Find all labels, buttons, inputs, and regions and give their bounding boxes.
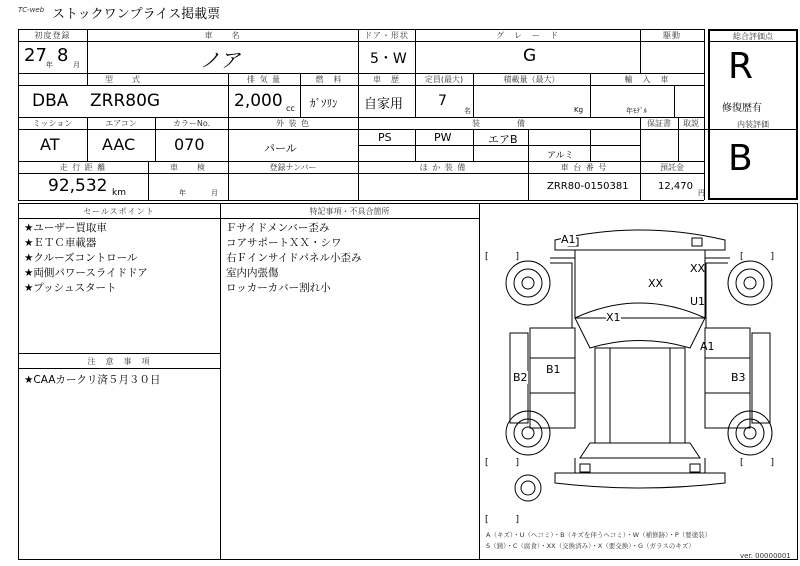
label-first-registration: 初度登録 <box>34 31 71 40</box>
version-label: ver. 00000001 <box>740 552 791 560</box>
list-item: ★ＥＴＣ車載器 <box>24 237 97 249</box>
grade: G <box>523 46 537 66</box>
list-item: 右Ｆインサイドパネル小歪み <box>226 252 362 264</box>
interior-score: B <box>728 138 753 179</box>
chassis-number: ZRR80-0150381 <box>547 181 629 192</box>
label-door-shape: ドア・形状 <box>364 31 409 40</box>
label-drive: 駆動 <box>663 31 681 40</box>
mark-xx-left: XX <box>648 277 664 290</box>
list-item: ★ユーザー買取車 <box>24 222 107 234</box>
label-model: 型 式 <box>105 75 141 84</box>
label-load: 積載量（最大） <box>503 75 560 84</box>
label-equipment: 装 備 <box>472 119 526 128</box>
bracket-bottom-left: [ ] <box>485 515 520 525</box>
import-note: 年ﾓﾃﾞﾙ <box>626 107 647 115</box>
list-item: ★CAAカークリ済５月３０日 <box>24 374 161 386</box>
equipment-3: エアB <box>488 133 518 146</box>
label-manual: 取説 <box>683 119 699 128</box>
list-item: コアサポートＸＸ・シワ <box>226 237 342 249</box>
label-mileage: 走 行 距 離 <box>59 163 107 172</box>
label-plate: 登録ナンバー <box>269 163 317 172</box>
bracket-right-bottom: [ ] <box>740 458 775 468</box>
label-overall-score: 総合評価点 <box>733 32 773 41</box>
aircon: AAC <box>102 135 136 154</box>
label-inspection: 車 検 <box>170 163 206 172</box>
color-no: 070 <box>174 135 205 154</box>
car-name: ノア <box>200 48 240 72</box>
list-item: ★プッシュスタート <box>24 282 117 294</box>
load-unit: Kg <box>574 106 584 114</box>
label-deposit: 預託金 <box>660 163 684 172</box>
cautions-list <box>24 373 160 388</box>
mark-b1: B1 <box>546 363 561 376</box>
model: ZRR80G <box>90 91 161 111</box>
label-notes: 特記事項・不具合箇所 <box>309 207 390 216</box>
inspection-year-unit: 年 <box>179 189 186 197</box>
door-shape: 5・W <box>370 51 407 67</box>
displacement: 2,000 <box>234 91 283 111</box>
label-car-name: 車 名 <box>204 31 241 40</box>
label-displacement: 排 気 量 <box>246 75 282 84</box>
mark-x1: X1 <box>606 311 621 324</box>
month-unit: 月 <box>73 61 80 69</box>
fuel: ｶﾞｿﾘﾝ <box>310 97 338 110</box>
notes-list <box>226 221 362 296</box>
label-ext-color: 外 装 色 <box>275 119 311 128</box>
repair-history: 修復歴有 <box>722 103 762 114</box>
deposit-unit: 円 <box>698 189 705 197</box>
deposit: 12,470 <box>658 181 693 192</box>
label-history: 車 歴 <box>373 75 400 84</box>
first-reg-month: 8 <box>57 45 69 66</box>
list-item: ★両側パワースライドドア <box>24 267 148 279</box>
label-cautions: 注 意 事 項 <box>87 357 151 366</box>
list-item: 室内内張傷 <box>226 267 279 279</box>
label-fuel: 燃 料 <box>315 75 343 84</box>
first-reg-year: 27 <box>24 45 47 66</box>
label-sales-points: セールスポイント <box>83 207 155 216</box>
mark-b2: B2 <box>513 371 528 384</box>
label-other-equip: ほ か 装 備 <box>419 163 467 172</box>
legend-line-2: S（錆）・C（腐食）・XX（交換済み）・X（要交換）・G（ガラスのキズ） <box>486 542 695 550</box>
mark-xx-right: XX <box>690 262 706 275</box>
mission: AT <box>40 135 60 154</box>
list-item: Ｆサイドメンバー歪み <box>226 222 330 234</box>
list-item: ロッカーカバー割れ小 <box>226 282 331 294</box>
inspection-month-unit: 月 <box>211 189 218 197</box>
bracket-left-bottom: [ ] <box>485 458 520 468</box>
capacity: 7 <box>438 93 447 109</box>
sales-points-list <box>24 221 148 296</box>
mileage: 92,532 <box>48 176 108 196</box>
bracket-right-top: [ ] <box>740 252 775 262</box>
history: 自家用 <box>364 97 404 112</box>
list-item: ★クルーズコントロール <box>24 252 138 264</box>
model-prefix: DBA <box>32 91 69 111</box>
year-unit: 年 <box>46 61 53 69</box>
equipment-2: PW <box>434 131 452 144</box>
page-title: ストックワンプライス掲載票 <box>52 7 221 22</box>
bracket-left-top: [ ] <box>485 252 520 262</box>
label-interior: 内装評価 <box>737 120 769 129</box>
capacity-unit: 名 <box>464 107 471 115</box>
mark-u1: U1 <box>690 295 706 308</box>
header-logo: TC-web <box>18 6 45 14</box>
mark-b3: B3 <box>731 371 746 384</box>
ext-color: パール <box>264 142 297 155</box>
label-color-no: カラーNo. <box>172 119 211 128</box>
label-grade: グ レ ー ド <box>496 31 559 40</box>
legend-line-1: A（キズ）・U（ヘコミ）・B（キズを伴うヘコミ）・W（補修跡）・P（要塗装） <box>486 531 712 539</box>
label-aircon: エアコン <box>105 119 137 128</box>
label-chassis: 車 台 番 号 <box>560 163 608 172</box>
label-capacity: 定員(最大) <box>424 75 464 84</box>
mark-a1-top: A1 <box>561 233 576 246</box>
overall-score: R <box>728 46 754 87</box>
label-warranty: 保証書 <box>647 119 671 128</box>
equipment-1: PS <box>378 131 392 144</box>
displacement-unit: cc <box>286 104 295 113</box>
label-mission: ミッション <box>32 119 73 128</box>
equipment-6: アルミ <box>547 151 574 161</box>
car-damage-diagram <box>480 218 798 528</box>
label-import: 輸 入 車 <box>624 75 670 84</box>
mileage-unit: km <box>112 188 126 198</box>
mark-a1-right: A1 <box>700 340 715 353</box>
